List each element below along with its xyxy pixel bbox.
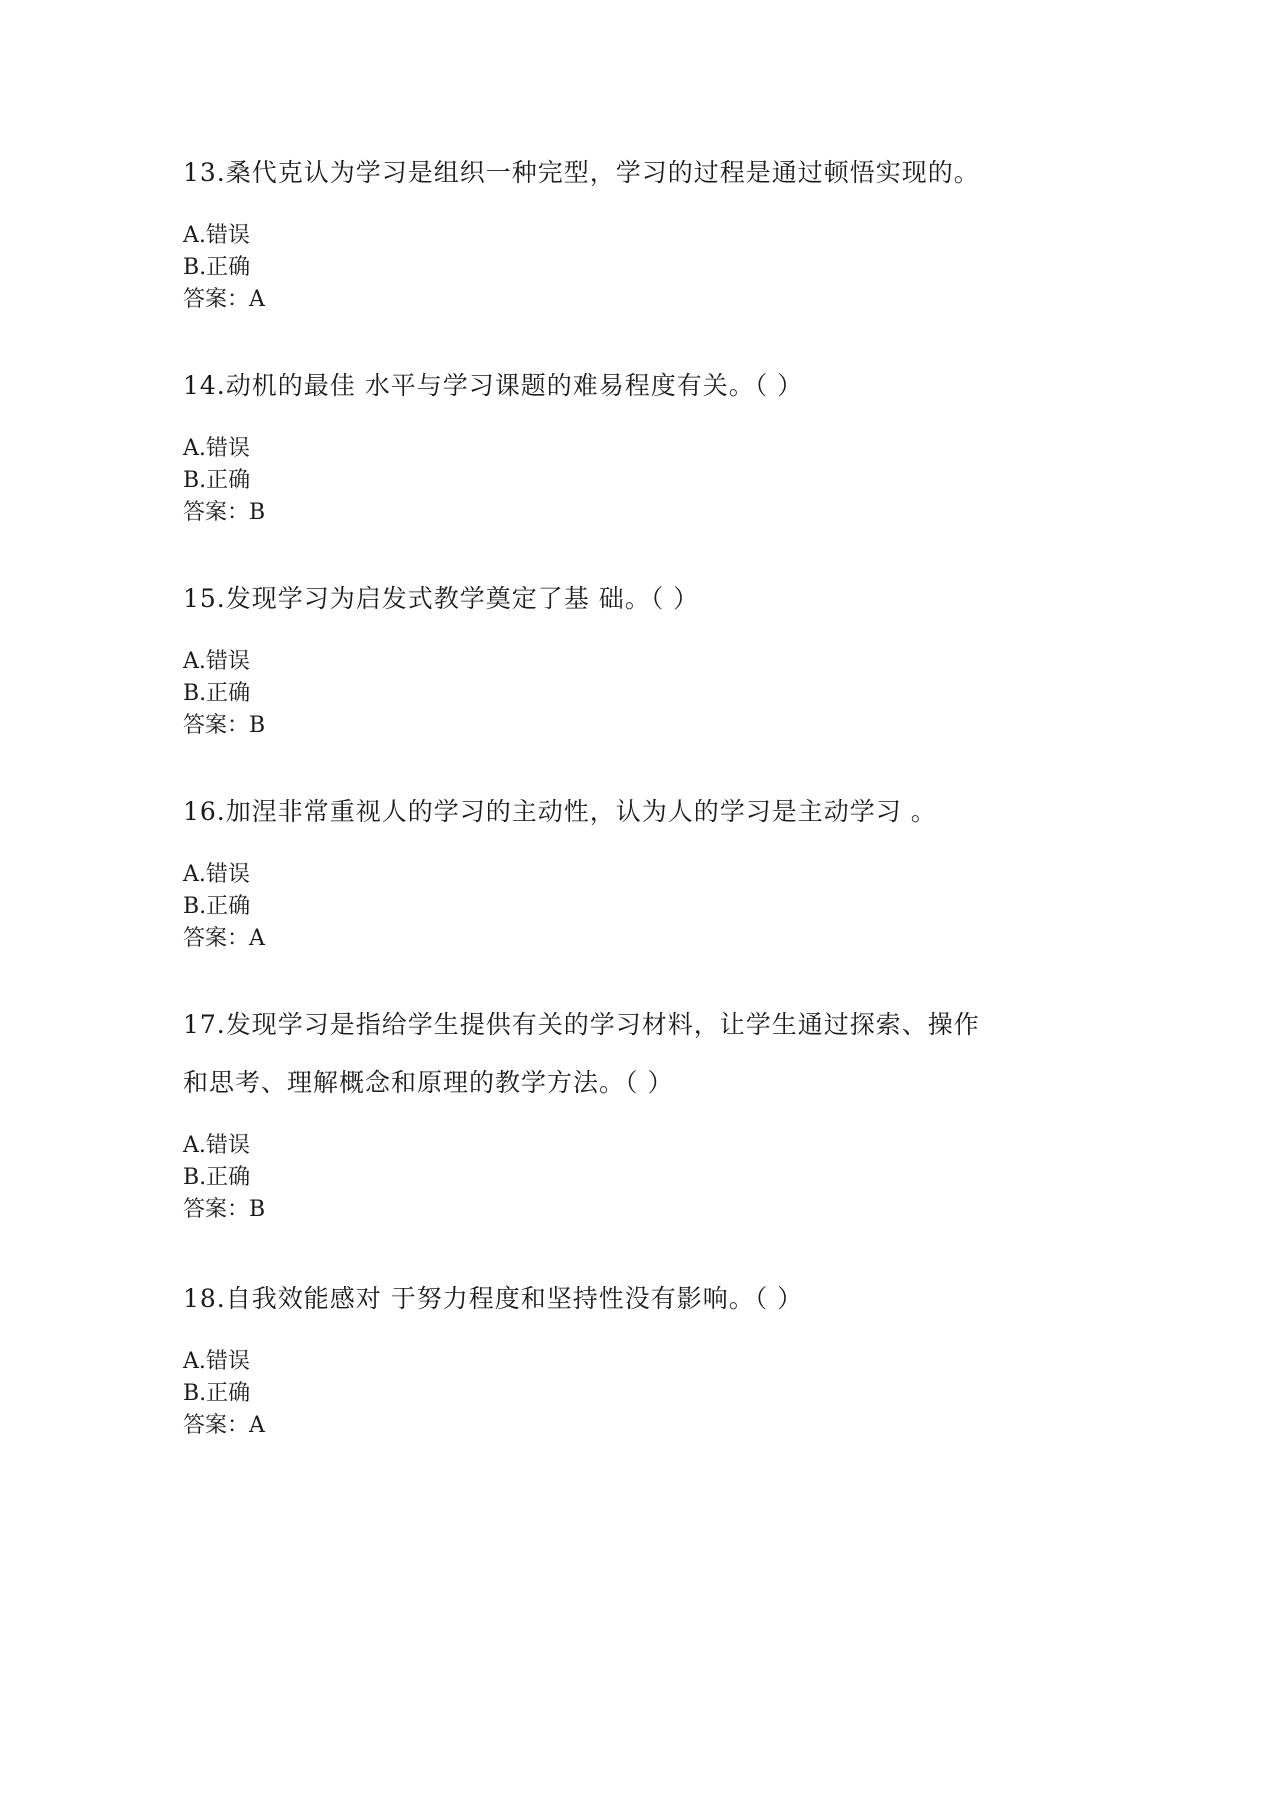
question-options xyxy=(183,859,1083,955)
question-title: 15.发现学习为启发式教学奠定了基 础。（ ） xyxy=(183,584,700,613)
option-b: B.正确 xyxy=(183,468,251,493)
question-15 xyxy=(183,570,1083,742)
answer-line: 答案：A xyxy=(183,926,265,951)
question-options xyxy=(183,1130,1083,1226)
answer-line: 答案：B xyxy=(183,713,266,738)
question-options xyxy=(183,433,1083,529)
option-b: B.正确 xyxy=(183,255,251,280)
question-16 xyxy=(183,783,1083,955)
question-title-line-2: 和思考、理解概念和原理的教学方法。（ ） xyxy=(183,1068,674,1097)
option-b: B.正确 xyxy=(183,894,251,919)
option-b: B.正确 xyxy=(183,681,251,706)
question-title: 18.自我效能感对 于努力程度和坚持性没有影响。（ ） xyxy=(183,1284,804,1313)
option-a: A.错误 xyxy=(183,436,250,461)
answer-line: 答案：A xyxy=(183,287,265,312)
option-a: A.错误 xyxy=(183,1133,250,1158)
option-a: A.错误 xyxy=(183,862,250,887)
question-18 xyxy=(183,1270,1083,1442)
question-options xyxy=(183,220,1083,316)
question-title: 14.动机的最佳 水平与学习课题的难易程度有关。（ ） xyxy=(183,371,804,400)
question-options xyxy=(183,646,1083,742)
option-a: A.错误 xyxy=(183,223,250,248)
question-title-line-1: 17.发现学习是指给学生提供有关的学习材料，让学生通过探索、操作 xyxy=(183,1010,980,1039)
answer-line: 答案：B xyxy=(183,1197,266,1222)
option-a: A.错误 xyxy=(183,649,250,674)
question-title: 16.加涅非常重视人的学习的主动性，认为人的学习是主动学习 。 xyxy=(183,797,937,826)
question-13 xyxy=(183,144,1083,316)
option-b: B.正确 xyxy=(183,1165,251,1190)
answer-line: 答案：B xyxy=(183,500,266,525)
option-b: B.正确 xyxy=(183,1381,251,1406)
option-a: A.错误 xyxy=(183,1349,250,1374)
answer-line: 答案：A xyxy=(183,1413,265,1438)
question-options xyxy=(183,1346,1083,1442)
question-title: 13.桑代克认为学习是组织一种完型，学习的过程是通过顿悟实现的。 xyxy=(183,158,980,187)
question-17 xyxy=(183,996,1083,1226)
question-14 xyxy=(183,357,1083,529)
